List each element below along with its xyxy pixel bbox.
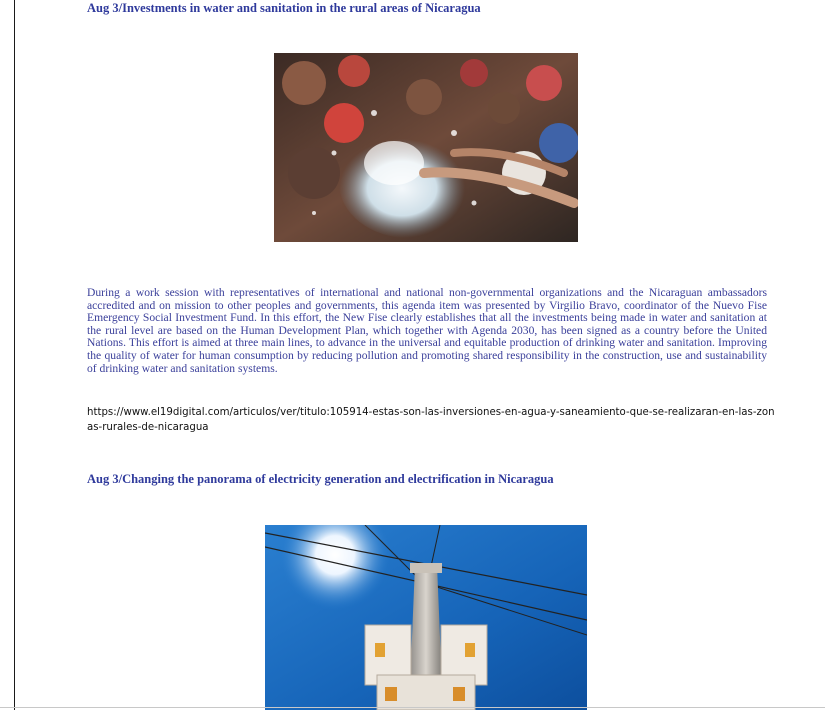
water-photo (274, 53, 578, 242)
photo-icon (274, 53, 578, 242)
article-body-water: During a work session with representatives of international and national non-governmental organizations and the Nicaraguan ambassadors accredited and on mission to other peoples and governments, this agenda item was presented by Virgilio Bravo, coordinator of the Nuevo Fise Emergency Social Investment Fund. In this effort, the New Fise clearly establishes that all the investments being made in water and sanitation at the rural level are based on the Human Development Plan, which together with Agenda 2030, has been signed as a country before the United Nations. This effort is aimed at three main lines, to advance in the universal and equitable production of drinking water and sanitation. Improving the quality of water for human consumption by reducing pollution and promoting shared responsibility in the construction, use and sustainability of drinking water and sanitation systems. (87, 286, 767, 375)
source-link-water[interactable]: https://www.el19digital.com/articulos/ver/titulo:105914-estas-son-las-inversiones-en-agua-y-saneamiento-que-se-realizaran-en-las-zonas-rurales-de-nicaragua (87, 407, 775, 433)
electricity-pole-photo (265, 525, 587, 710)
page-left-margin-line (14, 0, 15, 710)
article-heading-water: Aug 3/Investments in water and sanitation in the rural areas of Nicaragua (87, 1, 481, 15)
photo-icon (265, 525, 587, 710)
page-bottom-divider (0, 707, 825, 708)
article-heading-electricity: Aug 3/Changing the panorama of electricity generation and electrification in Nicaragua (87, 472, 554, 486)
